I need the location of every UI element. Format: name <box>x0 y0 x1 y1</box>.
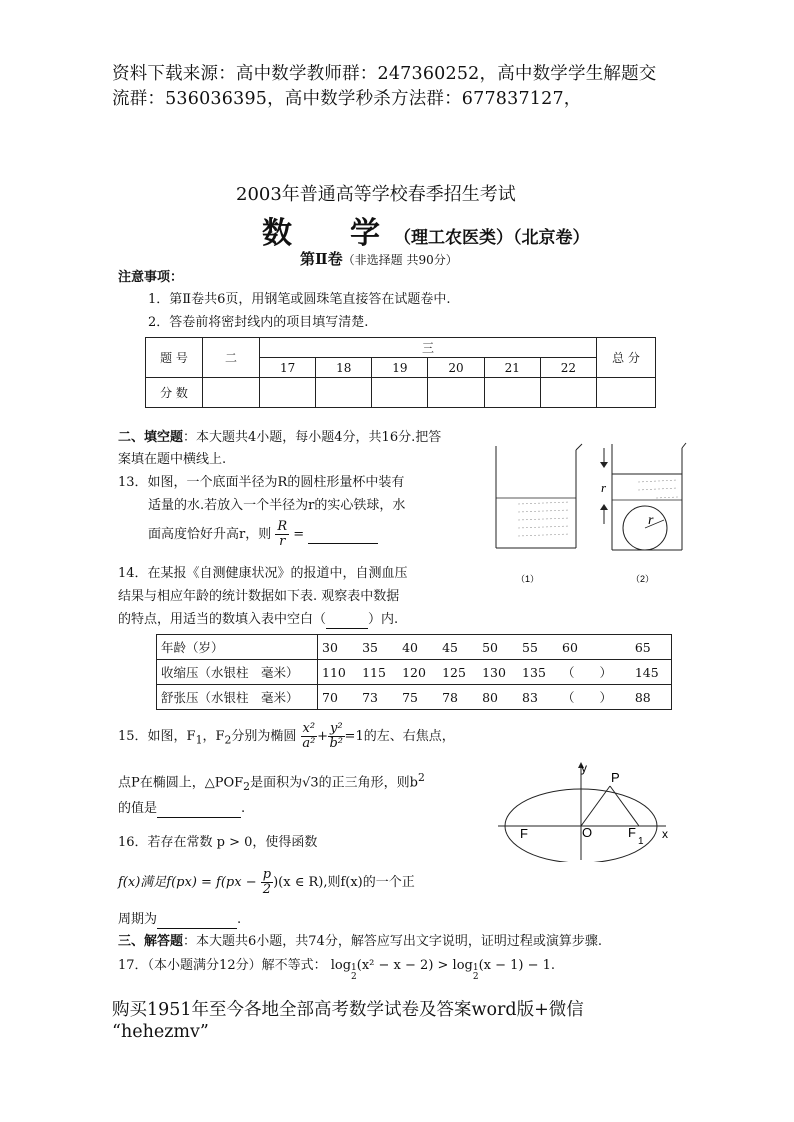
systolic-cell: 125 <box>438 660 478 685</box>
age-cell: 60 <box>558 635 631 660</box>
diastolic-cell: 78 <box>438 685 478 710</box>
q17-base-2-den: 2 <box>472 972 479 982</box>
score-cell <box>597 378 656 408</box>
systolic-cell: 120 <box>398 660 438 685</box>
q13-frac-den: r <box>279 534 286 549</box>
ellipse-figure <box>498 752 688 862</box>
score-table-subcol: 17 <box>260 358 316 378</box>
table-row <box>157 685 672 710</box>
subject-note: （理工农医类）（北京卷） <box>394 228 590 248</box>
systolic-cell: 130 <box>478 660 518 685</box>
volume-name: 第Ⅱ卷 <box>300 250 343 268</box>
table-row <box>157 660 672 685</box>
age-cell: 55 <box>518 635 558 660</box>
notice-item-2: 2．答卷前将密封线内的项目填写清楚. <box>148 315 369 330</box>
section2-intro-2: 案填在题中横线上. <box>118 452 227 467</box>
score-table-col-three: 三 <box>260 338 597 358</box>
q15-frac-y-den: b² <box>329 736 344 751</box>
systolic-cell: 135 <box>518 660 558 685</box>
score-table-subcol: 21 <box>484 358 540 378</box>
q17-log-1: log <box>330 958 352 973</box>
q15-frac-x-num: x² <box>302 721 316 736</box>
row-label-diastolic: 舒张压（水银柱 毫米） <box>157 685 318 710</box>
section2-heading: 二、填空题 <box>118 430 184 445</box>
q14-line-2: 结果与相应年龄的统计数据如下表. 观察表中数据 <box>118 589 400 604</box>
q16-frac-num: p <box>262 867 272 882</box>
systolic-cell: 145 <box>631 660 672 685</box>
cup-2 <box>612 443 686 550</box>
q17-base-1-num: 1 <box>351 963 357 973</box>
q13-fraction <box>275 520 289 549</box>
q13-line-1: 13．如图，一个底面半径为R的圆柱形量杯中装有 <box>118 475 405 490</box>
systolic-blank-cell: （ ） <box>558 660 631 685</box>
exam-title: 2003年普通高等学校春季招生考试 <box>236 184 516 205</box>
row-label-age: 年龄（岁） <box>157 635 318 660</box>
q15-text-a: 15．如图，F <box>118 729 196 744</box>
score-cell <box>428 378 484 408</box>
q16-line-1: 16．若存在常数 p > 0，使得函数 <box>118 835 318 850</box>
age-cell: 65 <box>631 635 672 660</box>
q14-line-1: 14．在某报《自测健康状况》的报道中，自测血压 <box>118 566 408 581</box>
score-table-col-total: 总 分 <box>597 338 656 378</box>
figure-r-side: r <box>601 480 607 495</box>
figure-r-ball: r <box>648 513 654 528</box>
q14-blank <box>326 612 368 629</box>
q13-figure <box>488 440 688 590</box>
score-cell <box>203 378 260 408</box>
q13-frac-num: R <box>277 519 288 534</box>
section2-intro-text: ：本大题共4小题，每小题4分，共16分.把答 <box>183 430 442 445</box>
diastolic-cell: 88 <box>631 685 672 710</box>
q17-text: 17．（本小题满分12分）解不等式： <box>118 958 327 973</box>
score-cell <box>316 378 372 408</box>
fig-label-p: P <box>611 770 620 785</box>
row-label-systolic: 收缩压（水银柱 毫米） <box>157 660 318 685</box>
systolic-cell: 110 <box>318 660 359 685</box>
fig-label-f: F <box>520 826 528 841</box>
header-line-1: 资料下载来源：高中数学教师群：247360252，高中数学学生解题交 <box>112 64 657 84</box>
volume-note: （非选择题 共90分） <box>342 253 458 267</box>
score-table-subcol: 22 <box>540 358 596 378</box>
score-table-label-number: 题 号 <box>146 338 203 378</box>
q15-sqrt3: √3 <box>302 775 319 791</box>
notice-heading: 注意事项： <box>118 270 184 285</box>
score-cell <box>260 378 316 408</box>
q15-line-2 <box>118 770 425 795</box>
q15-text-c: 分别为椭圆 <box>231 729 297 744</box>
footer-line-2: “hehezmv” <box>112 1022 209 1042</box>
q15-text-d: =1的左、右焦点， <box>344 729 455 744</box>
volume-title <box>300 248 458 269</box>
fig-label-f1-sub: 1 <box>638 836 644 847</box>
age-cell: 30 <box>318 635 359 660</box>
diastolic-blank-cell: （ ） <box>558 685 631 710</box>
q16-text-b: )(x ∈ R),则f(x)的一个正 <box>273 875 415 890</box>
cup-1 <box>496 444 582 548</box>
score-table-subcol: 18 <box>316 358 372 378</box>
score-cell <box>372 378 428 408</box>
q13-eq: = <box>293 527 305 542</box>
q17-base-1-den: 2 <box>351 972 357 982</box>
q16-text-d: . <box>237 912 242 927</box>
diastolic-cell: 80 <box>478 685 518 710</box>
diastolic-cell: 75 <box>398 685 438 710</box>
fig-label-x: x <box>662 827 668 841</box>
header-line-2: 流群：536036395，高中数学秒杀方法群：677837127， <box>112 89 582 109</box>
age-cell: 35 <box>358 635 398 660</box>
section3-heading: 三、解答题 <box>118 934 184 949</box>
q15-text-h: 的值是 <box>118 801 158 816</box>
subject-title <box>262 208 590 252</box>
q17-line <box>118 958 555 982</box>
systolic-cell: 115 <box>358 660 398 685</box>
table-row <box>157 635 672 660</box>
q15-line-1 <box>118 722 455 751</box>
q17-base-2-num: 1 <box>472 963 479 973</box>
fig-label-f1: F <box>628 825 636 840</box>
fig-label-y: y <box>581 761 587 775</box>
score-cell <box>484 378 540 408</box>
q15-line-3 <box>118 801 245 818</box>
arrow-down-icon <box>600 448 608 468</box>
score-cell <box>540 378 596 408</box>
q14-text: 的特点，用适当的数填入表中空白（ <box>118 612 327 627</box>
q15-sub-3: 2 <box>243 779 251 793</box>
q13-text: 面高度恰好升高r，则 <box>148 527 272 542</box>
q15-frac-x <box>301 722 318 751</box>
q14-line-3 <box>118 612 398 629</box>
q16-fraction <box>261 868 273 897</box>
q15-frac-y-num: y² <box>329 721 343 736</box>
notice-item-1: 1．第Ⅱ卷共6页，用钢笔或圆珠笔直接答在试题卷中. <box>148 292 451 307</box>
q15-frac-y <box>328 722 345 751</box>
q16-text-c: 周期为 <box>118 912 158 927</box>
q15-text-f: 是面积为 <box>250 775 303 791</box>
footer-line-1: 购买1951年至今各地全部高考数学试卷及答案word版+微信 <box>112 1000 584 1020</box>
q15-text-i: . <box>241 801 246 816</box>
q13-line-3 <box>148 520 378 549</box>
q16-line-2 <box>118 868 415 897</box>
q15-sup: 2 <box>417 771 425 784</box>
score-table-col-two: 二 <box>203 338 260 378</box>
section3-intro <box>118 934 602 950</box>
q16-answer-blank <box>157 912 237 929</box>
diastolic-cell: 73 <box>358 685 398 710</box>
q17-args-2: (x − 1) − 1. <box>478 958 556 973</box>
q15-sub-2: 2 <box>224 733 232 747</box>
blood-pressure-table <box>156 634 672 710</box>
section3-intro-text: ：本大题共6小题，共74分，解答应写出文字说明，证明过程或演算步骤. <box>183 934 602 949</box>
score-table <box>145 337 656 408</box>
diastolic-cell: 83 <box>518 685 558 710</box>
figure-label-1: （1） <box>516 574 540 584</box>
q15-frac-x-den: a² <box>302 736 316 751</box>
score-table-subcol: 20 <box>428 358 484 378</box>
arrow-up-icon <box>600 504 608 524</box>
q15-sub-1: 1 <box>195 733 203 747</box>
q17-args-1: (x² − x − 2) > log <box>356 958 473 973</box>
diastolic-cell: 70 <box>318 685 359 710</box>
q15-answer-blank <box>157 801 241 818</box>
subject-name: 数 学 <box>262 216 394 251</box>
q16-line-3 <box>118 912 241 929</box>
q15-plus: + <box>317 729 328 744</box>
age-cell: 45 <box>438 635 478 660</box>
q15-text-g: 的正三角形，则b <box>318 775 418 791</box>
q15-text-e: 点P在椭圆上，△POF <box>118 775 244 791</box>
figure-label-2: （2） <box>631 574 655 584</box>
fig-label-o: O <box>582 825 593 840</box>
score-table-label-score: 分 数 <box>146 378 203 408</box>
q13-answer-blank <box>308 527 378 544</box>
score-table-subcol: 19 <box>372 358 428 378</box>
q16-frac-den: 2 <box>262 882 272 897</box>
q13-line-2: 适量的水.若放入一个半径为r的实心铁球，水 <box>148 498 406 513</box>
q15-text-b: ，F <box>202 729 225 744</box>
section2-intro-1 <box>118 430 441 446</box>
age-cell: 50 <box>478 635 518 660</box>
age-cell: 40 <box>398 635 438 660</box>
q14-text-end: ）内. <box>368 612 399 627</box>
q16-text-a: f(x)满足f(px) = f(px − <box>118 875 257 890</box>
